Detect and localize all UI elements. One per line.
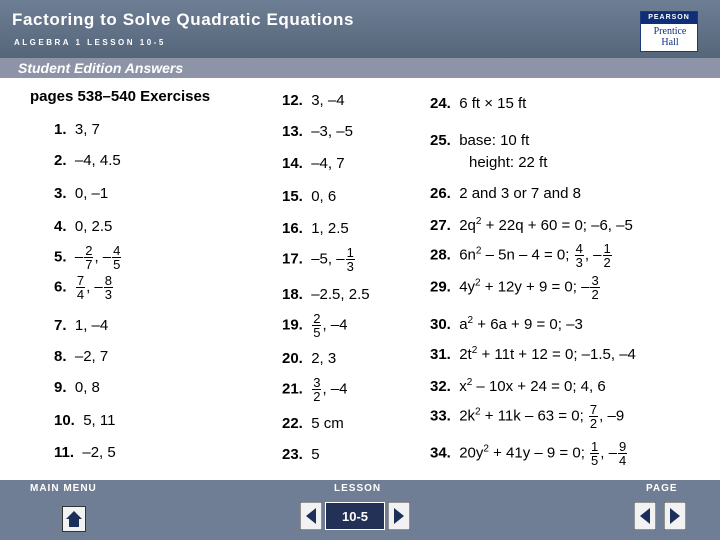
equation-rest: + 41y – 9 = 0;: [488, 444, 590, 462]
equation-rest: + 11k – 63 = 0;: [480, 407, 588, 425]
numerator: 7: [76, 273, 85, 288]
fraction: [618, 440, 627, 467]
numerator: 4: [113, 243, 121, 258]
answer-number: 21.: [282, 380, 303, 398]
answer-number: 20.: [282, 350, 303, 367]
answer-text: 0, 6: [311, 188, 337, 205]
section-title: Student Edition Answers: [18, 60, 184, 76]
answer-text: 3, 7: [74, 121, 100, 138]
equation-rest: + 11t + 12 = 0; –1.5, –4: [477, 346, 636, 363]
lesson-prev-button[interactable]: [300, 502, 322, 530]
answer-number: 5.: [54, 248, 67, 266]
page-title: Factoring to Solve Quadratic Equations: [12, 10, 355, 29]
answer-text: 2, 3: [311, 350, 337, 367]
lesson-label: LESSON: [334, 483, 382, 494]
denominator: 2: [591, 287, 599, 302]
denominator: 3: [104, 287, 113, 302]
answer-number: 18.: [282, 286, 303, 303]
answer-12: [282, 92, 345, 109]
answer-32: [430, 378, 606, 395]
main-menu-label: MAIN MENU: [30, 483, 97, 494]
answer-15: [282, 188, 336, 205]
arrow-right-icon: [664, 502, 686, 530]
denominator: 5: [313, 325, 321, 340]
pages-heading: pages 538–540 Exercises: [30, 88, 211, 105]
denominator: 2: [603, 255, 611, 270]
answer-text: 1, –4: [74, 317, 109, 334]
answer-number: 17.: [282, 250, 303, 268]
answer-number: 10.: [54, 412, 75, 429]
answer-30: [430, 316, 583, 333]
answer-number: 25.: [430, 132, 451, 149]
answer-number: 34.: [430, 444, 451, 462]
logo-top-text: PEARSON: [641, 12, 697, 24]
answer-text: –4, 4.5: [74, 152, 121, 169]
logo-bottom-text: Prentice Hall: [653, 26, 687, 48]
denominator: 2: [313, 389, 321, 404]
answer-text: –3, –5: [311, 123, 353, 140]
fraction: [76, 274, 85, 301]
fraction: [575, 242, 584, 269]
answer-19: [282, 312, 347, 339]
fraction: [603, 242, 612, 269]
equation-rest: + 12y + 9 = 0; –: [480, 278, 590, 296]
home-icon: [63, 507, 85, 531]
answer-9: [54, 379, 100, 396]
answer-number: 11.: [54, 444, 75, 461]
arrow-left-icon: [634, 502, 656, 530]
answers-content: [0, 78, 720, 480]
answer-text: 0, 2.5: [74, 218, 113, 235]
answer-number: 19.: [282, 316, 303, 334]
numerator: 3: [591, 273, 599, 288]
denominator: 3: [346, 259, 354, 274]
equation-lead: 2q: [459, 217, 476, 234]
answer-25: [430, 132, 529, 149]
equation-lead: 2t: [459, 346, 472, 363]
answer-number: 9.: [54, 379, 67, 396]
numerator: 9: [618, 439, 627, 454]
main-menu-button[interactable]: [62, 506, 86, 532]
page-label: PAGE: [646, 483, 678, 494]
answer-24: [430, 95, 526, 112]
answer-number: 31.: [430, 346, 451, 363]
answer-text: base: 10 ft: [459, 132, 530, 149]
numerator: 1: [603, 241, 611, 256]
equation-lead: 6n: [459, 246, 476, 264]
answer-separator: , –: [600, 444, 617, 462]
answer-28: [430, 242, 613, 269]
numerator: 4: [575, 241, 583, 256]
answer-number: 22.: [282, 415, 303, 432]
fraction: [84, 244, 93, 271]
answer-text: , –4: [322, 316, 348, 334]
answer-text: 5, 11: [83, 412, 116, 429]
arrow-left-icon: [300, 502, 322, 530]
answer-20: [282, 350, 336, 367]
fraction: [104, 274, 113, 301]
fraction: [312, 312, 321, 339]
page-next-button[interactable]: [664, 502, 686, 530]
numerator: 8: [104, 273, 113, 288]
answer-13: [282, 123, 353, 140]
answer-number: 6.: [54, 278, 67, 296]
answer-number: 4.: [54, 218, 67, 235]
answer-text: 2 and 3 or 7 and 8: [459, 185, 581, 202]
exponent: 2: [483, 443, 489, 455]
answer-text: , –4: [322, 380, 348, 398]
exponent: 2: [466, 377, 473, 388]
equation-lead: x: [459, 378, 467, 395]
answer-5: [54, 244, 122, 271]
exponent: 2: [475, 277, 481, 289]
answer-number: 27.: [430, 217, 451, 234]
answer-text: –5, –: [311, 250, 345, 268]
answer-text: 1, 2.5: [311, 220, 349, 237]
exponent: 2: [475, 216, 482, 227]
answer-1: [54, 121, 100, 138]
fraction: [590, 440, 599, 467]
answer-text: 0, –1: [74, 185, 109, 202]
answer-number: 8.: [54, 348, 67, 365]
answer-number: 2.: [54, 152, 67, 169]
answer-14: [282, 155, 345, 172]
exponent: 2: [475, 245, 482, 257]
answer-text: 5 cm: [311, 415, 344, 432]
publisher-logo: [640, 11, 698, 52]
answer-number: 33.: [430, 407, 451, 425]
numerator: 7: [589, 402, 598, 417]
answer-number: 14.: [282, 155, 303, 172]
answer-number: 3.: [54, 185, 67, 202]
equation-lead: a: [459, 316, 468, 333]
answer-10: [54, 412, 115, 429]
denominator: 5: [591, 453, 599, 468]
answer-text: 0, 8: [74, 379, 100, 396]
exponent: 2: [467, 315, 474, 326]
numerator: 3: [313, 375, 321, 390]
answer-27: [430, 217, 633, 234]
answer-number: 26.: [430, 185, 451, 202]
page-prev-button[interactable]: [634, 502, 656, 530]
answer-number: 24.: [430, 95, 451, 112]
answer-text: –2, 7: [74, 348, 109, 365]
answer-34: [430, 440, 628, 467]
answer-number: 1.: [54, 121, 67, 138]
answer-6: [54, 274, 114, 301]
answer-text: –4, 7: [311, 155, 345, 172]
answer-text: 6 ft × 15 ft: [459, 95, 527, 112]
denominator: 4: [618, 453, 627, 468]
answer-separator: , –: [94, 248, 112, 266]
answer-21: [282, 376, 347, 403]
arrow-right-icon: [388, 502, 410, 530]
answer-8: [54, 348, 108, 365]
answer-3: [54, 185, 108, 202]
equation-lead: 2k: [459, 407, 476, 425]
answer-number: 32.: [430, 378, 451, 395]
exponent: 2: [471, 345, 478, 356]
equation-lead: 4y: [459, 278, 476, 296]
answer-text: 5: [311, 446, 320, 463]
answer-prefix: –: [74, 248, 84, 266]
answer-33: [430, 403, 624, 430]
lesson-subtitle: ALGEBRA 1 LESSON 10-5: [14, 38, 166, 47]
denominator: 3: [575, 255, 583, 270]
answer-31: [430, 346, 636, 363]
lesson-next-button[interactable]: [388, 502, 410, 530]
answer-number: 15.: [282, 188, 303, 205]
fraction: [589, 403, 598, 430]
answer-separator: , –: [584, 246, 602, 264]
answer-number: 7.: [54, 317, 67, 334]
answer-number: 28.: [430, 246, 451, 264]
fraction: [112, 244, 121, 271]
answer-text: –2, 5: [82, 444, 116, 461]
exponent: 2: [475, 406, 481, 418]
answer-22: [282, 415, 344, 432]
answer-text: –2.5, 2.5: [311, 286, 370, 303]
fraction: [346, 246, 355, 273]
answer-26: [430, 185, 581, 202]
equation-rest: + 22q + 60 = 0; –6, –5: [481, 217, 633, 234]
answer-18: [282, 286, 370, 303]
answer-separator: , –9: [599, 407, 625, 425]
lesson-number-badge: 10-5: [325, 502, 385, 530]
answer-number: 29.: [430, 278, 451, 296]
numerator: 1: [591, 439, 599, 454]
denominator: 7: [85, 257, 93, 272]
answer-number: 12.: [282, 92, 303, 109]
denominator: 5: [113, 257, 121, 272]
answer-number: 30.: [430, 316, 451, 333]
answer-11: [54, 444, 116, 461]
equation-rest: + 6a + 9 = 0; –3: [473, 316, 583, 333]
numerator: 1: [346, 245, 354, 260]
answer-25-line2: height: 22 ft: [469, 154, 548, 171]
answer-number: 23.: [282, 446, 303, 463]
numerator: 2: [313, 311, 321, 326]
answer-separator: , –: [86, 278, 103, 296]
equation-lead: 20y: [459, 444, 484, 462]
answer-2: [54, 152, 121, 169]
denominator: 4: [76, 287, 85, 302]
answer-17: [282, 246, 356, 273]
fraction: [590, 274, 599, 301]
numerator: 2: [85, 243, 93, 258]
equation-rest: – 5n – 4 = 0;: [481, 246, 574, 264]
answer-29: [430, 274, 601, 301]
fraction: [312, 376, 321, 403]
equation-rest: – 10x + 24 = 0; 4, 6: [472, 378, 606, 395]
answer-number: 16.: [282, 220, 303, 237]
answer-23: [282, 446, 320, 463]
answer-4: [54, 218, 112, 235]
answer-7: [54, 317, 108, 334]
answer-number: 13.: [282, 123, 303, 140]
answer-text: 3, –4: [311, 92, 345, 109]
denominator: 2: [589, 416, 598, 431]
answer-16: [282, 220, 349, 237]
